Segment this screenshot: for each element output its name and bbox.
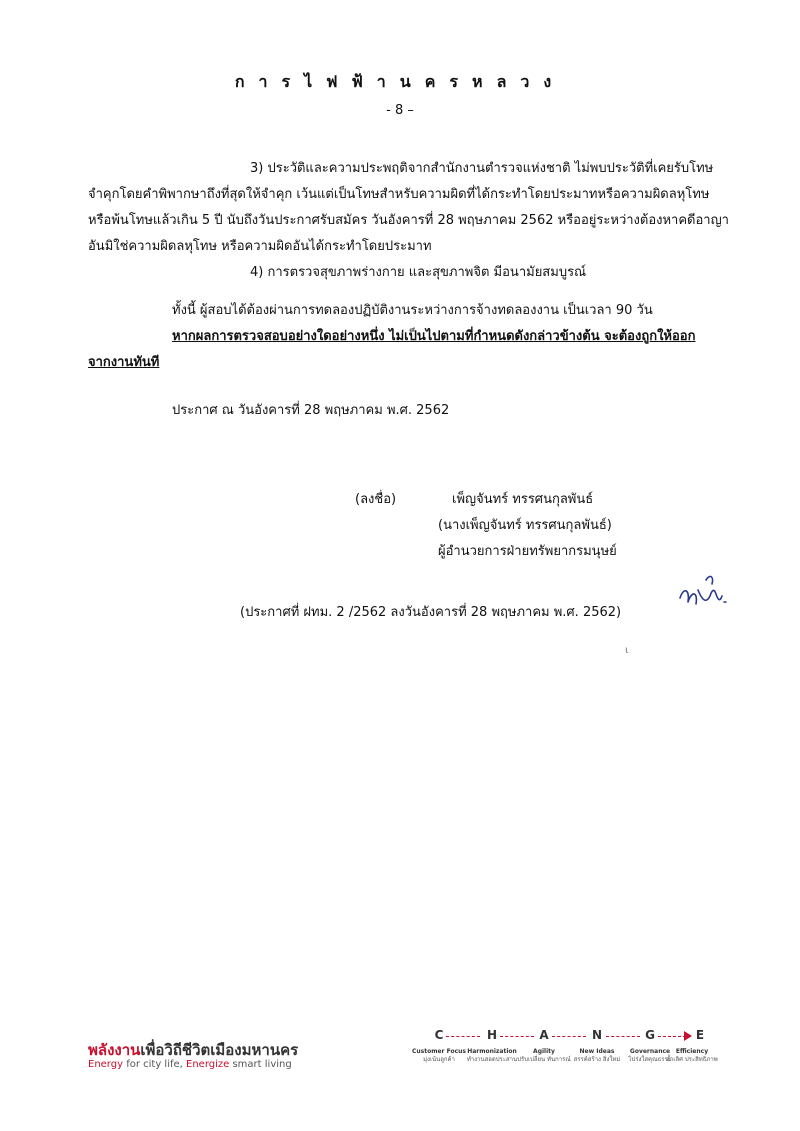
change-letter-c: C [434, 1028, 444, 1042]
item3-line4: อันมิใช่ความผิดลหุโทษ หรือความผิดอันได้กระทำโดยประมาท [88, 239, 432, 254]
change-th-a: ปรับเปลี่ยน ทันการณ์ [517, 1056, 571, 1063]
change-letter-a: A [539, 1028, 549, 1042]
stray-mark: ι [625, 645, 629, 656]
connector-dash [658, 1036, 686, 1037]
warning-line1: หากผลการตรวจสอบอย่างใดอย่างหนึ่ง ไม่เป็นไปตามที่กำหนดดังกล่าวข้างต้น จะต้องถูกให้ออก [172, 329, 696, 344]
connector-dash [606, 1036, 640, 1037]
warning-line2: จากงานทันที [88, 355, 160, 370]
change-en-c: Customer Focus [412, 1048, 466, 1055]
change-th-n: สรรค์สร้าง สิ่งใหม่ [573, 1056, 621, 1063]
org-title: การไฟฟ้านครหลวง [234, 72, 566, 91]
change-values-logo [412, 1028, 720, 1103]
item4: 4) การตรวจสุขภาพร่างกาย และสุขภาพจิต มีอนามัยสมบูรณ์ [250, 265, 587, 280]
change-en-e: Efficiency [675, 1048, 709, 1055]
announcement-date: ประกาศ ณ วันอังคารที่ 28 พฤษภาคม พ.ศ. 2562 [172, 403, 450, 418]
change-en-n: New Ideas [579, 1048, 615, 1055]
change-th-c: มุ่งเน้นลูกค้า [423, 1056, 455, 1063]
signed-label: (ลงชื่อ) [355, 492, 397, 507]
slogan-th-red: พลังงาน [88, 1041, 141, 1059]
item3-line3: หรือพ้นโทษแล้วเกิน 5 ปี นับถึงวันประกาศรับสมัคร วันอังคารที่ 28 พฤษภาคม 2562 หรืออยู่ระหว่างต้องหาคดีอาญา [88, 213, 729, 228]
connector-dash [500, 1036, 534, 1037]
arrow-right-icon [684, 1031, 692, 1041]
announcement-reference: (ประกาศที่ ฝทม. 2 /2562 ลงวันอังคารที่ 28 พฤษภาคม พ.ศ. 2562) [240, 605, 622, 620]
connector-dash [552, 1036, 586, 1037]
change-letter-h: H [486, 1028, 498, 1042]
page-number: - 8 – [386, 103, 414, 118]
signer-name: เพ็ญจันทร์ ทรรศนกุลพันธ์ [452, 492, 594, 507]
probation-text: ทั้งนี้ ผู้สอบได้ต้องผ่านการทดลองปฏิบัติงานระหว่างการจ้างทดลองงาน เป็นเวลา 90 วัน [172, 303, 653, 318]
item3-line2: จำคุกโดยคำพิพากษาถึงที่สุดให้จำคุก เว้นแต่เป็นโทษสำหรับความผิดที่ได้กระทำโดยประมาทหรือความผิดลหุโทษ [88, 187, 710, 202]
signer-full-name: (นางเพ็ญจันทร์ ทรรศนกุลพันธ์) [438, 518, 612, 533]
slogan-en-red-2: Energize [186, 1059, 230, 1070]
slogan-en-dark-2: smart living [229, 1059, 292, 1070]
handwritten-initial [676, 560, 736, 615]
connector-dash [446, 1036, 480, 1037]
change-en-h: Harmonization [467, 1048, 517, 1055]
change-en-g: Governance [629, 1048, 671, 1055]
slogan-th-dark: เพื่อวิถีชีวิตเมืองมหานคร [140, 1041, 299, 1059]
footer-slogan-en [88, 1059, 292, 1070]
change-letter-n: N [591, 1028, 603, 1042]
change-en-a: Agility [533, 1048, 555, 1055]
change-letter-g: G [645, 1028, 655, 1042]
change-th-e: ล้ำเลิศ ประสิทธิภาพ [666, 1056, 718, 1063]
slogan-en-red-1: Energy [88, 1059, 124, 1070]
change-letter-e: E [695, 1028, 705, 1042]
slogan-en-dark-1: for city life, [123, 1059, 187, 1070]
item3-line1: 3) ประวัติและความประพฤติจากสำนักงานตำรวจแห่งชาติ ไม่พบประวัติที่เคยรับโทษ [250, 161, 714, 176]
change-th-h: ทำงานสอดประสาน [466, 1056, 518, 1063]
change-th-g: โปร่งใสคุณธรรม [628, 1056, 672, 1063]
signer-title: ผู้อำนวยการฝ่ายทรัพยากรมนุษย์ [438, 544, 617, 559]
